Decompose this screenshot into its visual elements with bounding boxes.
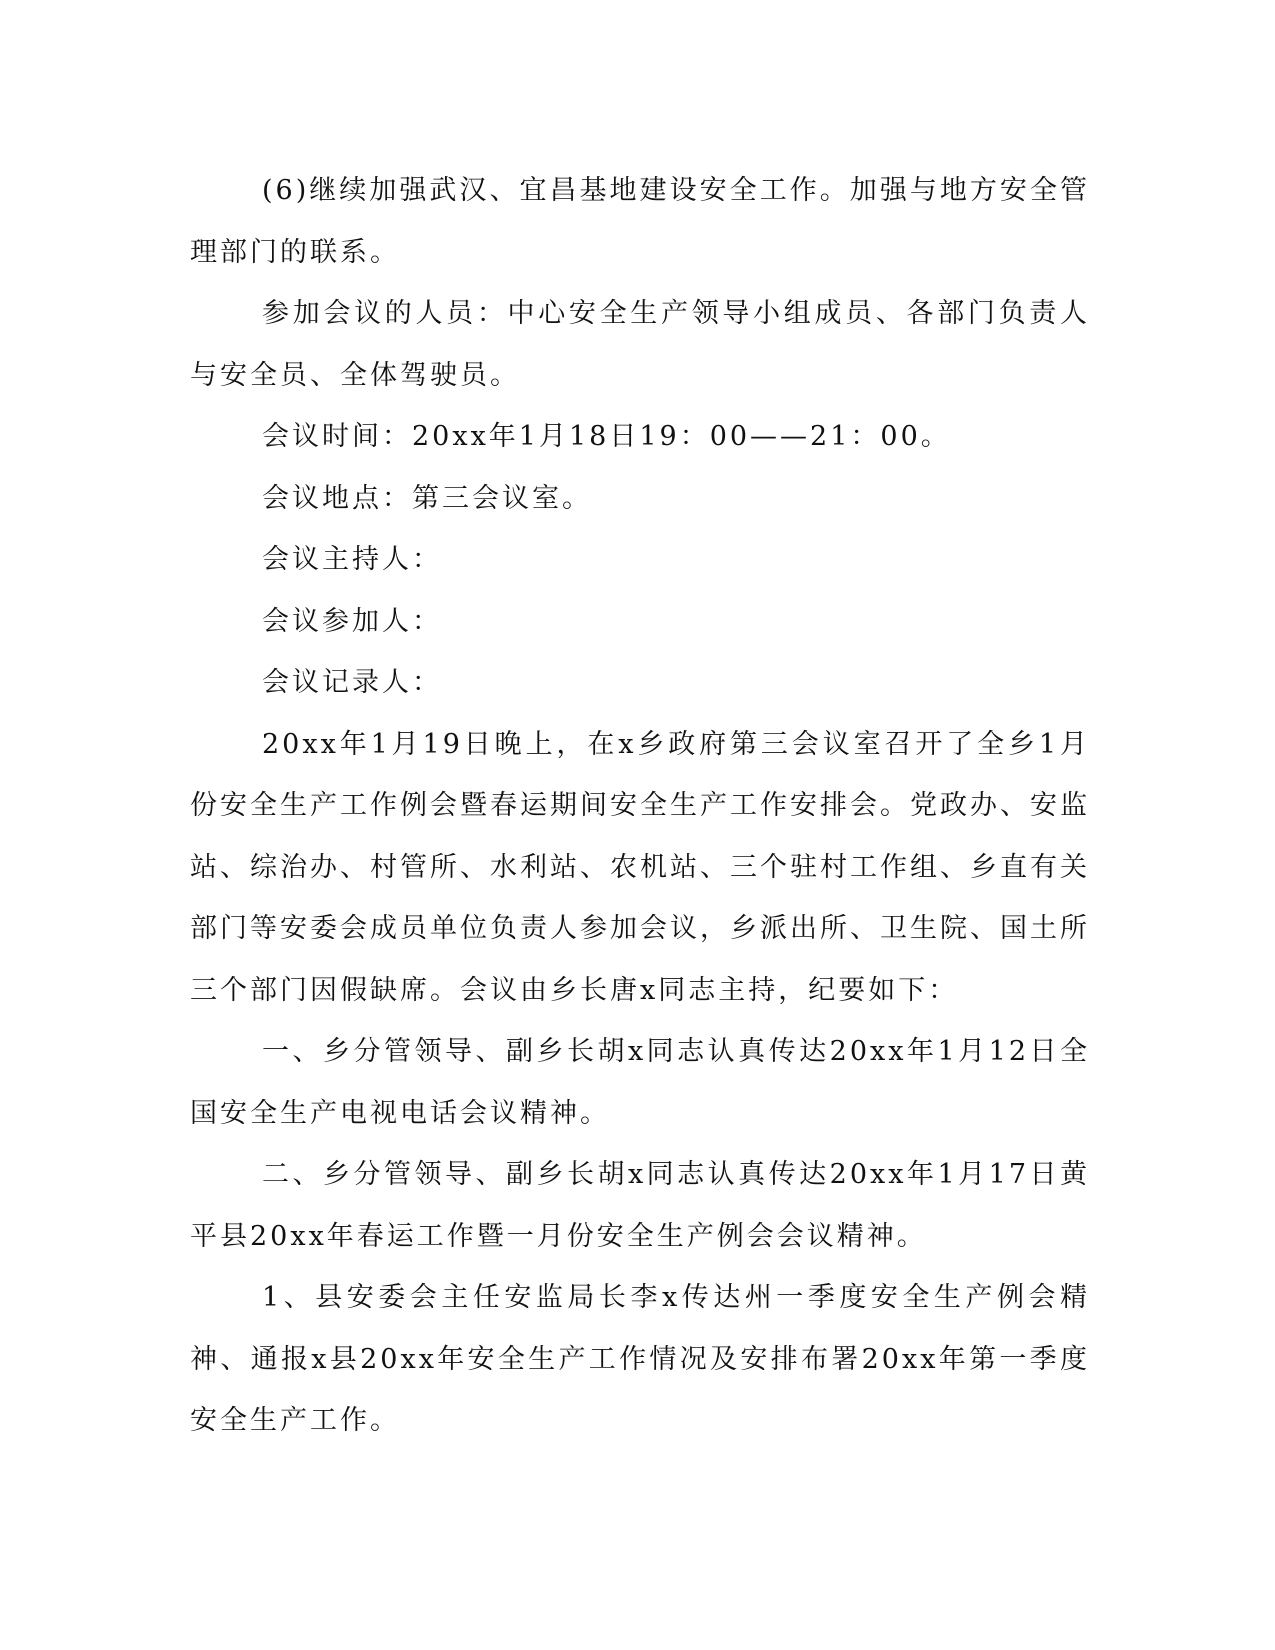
paragraph-sub-item-one: 1、县安委会主任安监局长李x传达州一季度安全生产例会精神、通报x县20xx年安全生产工作情况及安排布署20xx年第一季度安全生产工作。: [190, 1282, 1090, 1436]
paragraph-attendees: 参加会议的人员：中心安全生产领导小组成员、各部门负责人与安全员、全体驾驶员。: [190, 298, 1090, 391]
paragraph-meeting-participants: 会议参加人：: [262, 605, 442, 637]
document-body: [190, 160, 1090, 1452]
paragraph-meeting-time: 会议时间：20xx年1月18日19：00——21：00。: [262, 421, 951, 452]
paragraph-meeting-host: 会议主持人：: [262, 544, 442, 575]
paragraph-meeting-summary: 20xx年1月19日晚上，在x乡政府第三会议室召开了全乡1月份安全生产工作例会暨春运期间安全生产工作安排会。党政办、安监站、综治办、村管所、水利站、农机站、三个驻村工作组、乡直有关部门等安委会成员单位负责人参加会议，乡派出所、卫生院、国土所三个部门因假缺席。会议由乡长唐x同志主持，纪要如下：: [190, 728, 1090, 1006]
paragraph-meeting-recorder: 会议记录人：: [262, 667, 442, 698]
paragraph-item-two: 二、乡分管领导、副乡长胡x同志认真传达20xx年1月17日黄平县20xx年春运工作暨一月份安全生产例会会议精神。: [190, 1159, 1090, 1252]
paragraph-base-construction: (6)继续加强武汉、宜昌基地建设安全工作。加强与地方安全管理部门的联系。: [190, 175, 1090, 268]
paragraph-meeting-location: 会议地点：第三会议室。: [262, 482, 592, 514]
paragraph-item-one: 一、乡分管领导、副乡长胡x同志认真传达20xx年1月12日全国安全生产电视电话会议精神。: [190, 1036, 1090, 1129]
